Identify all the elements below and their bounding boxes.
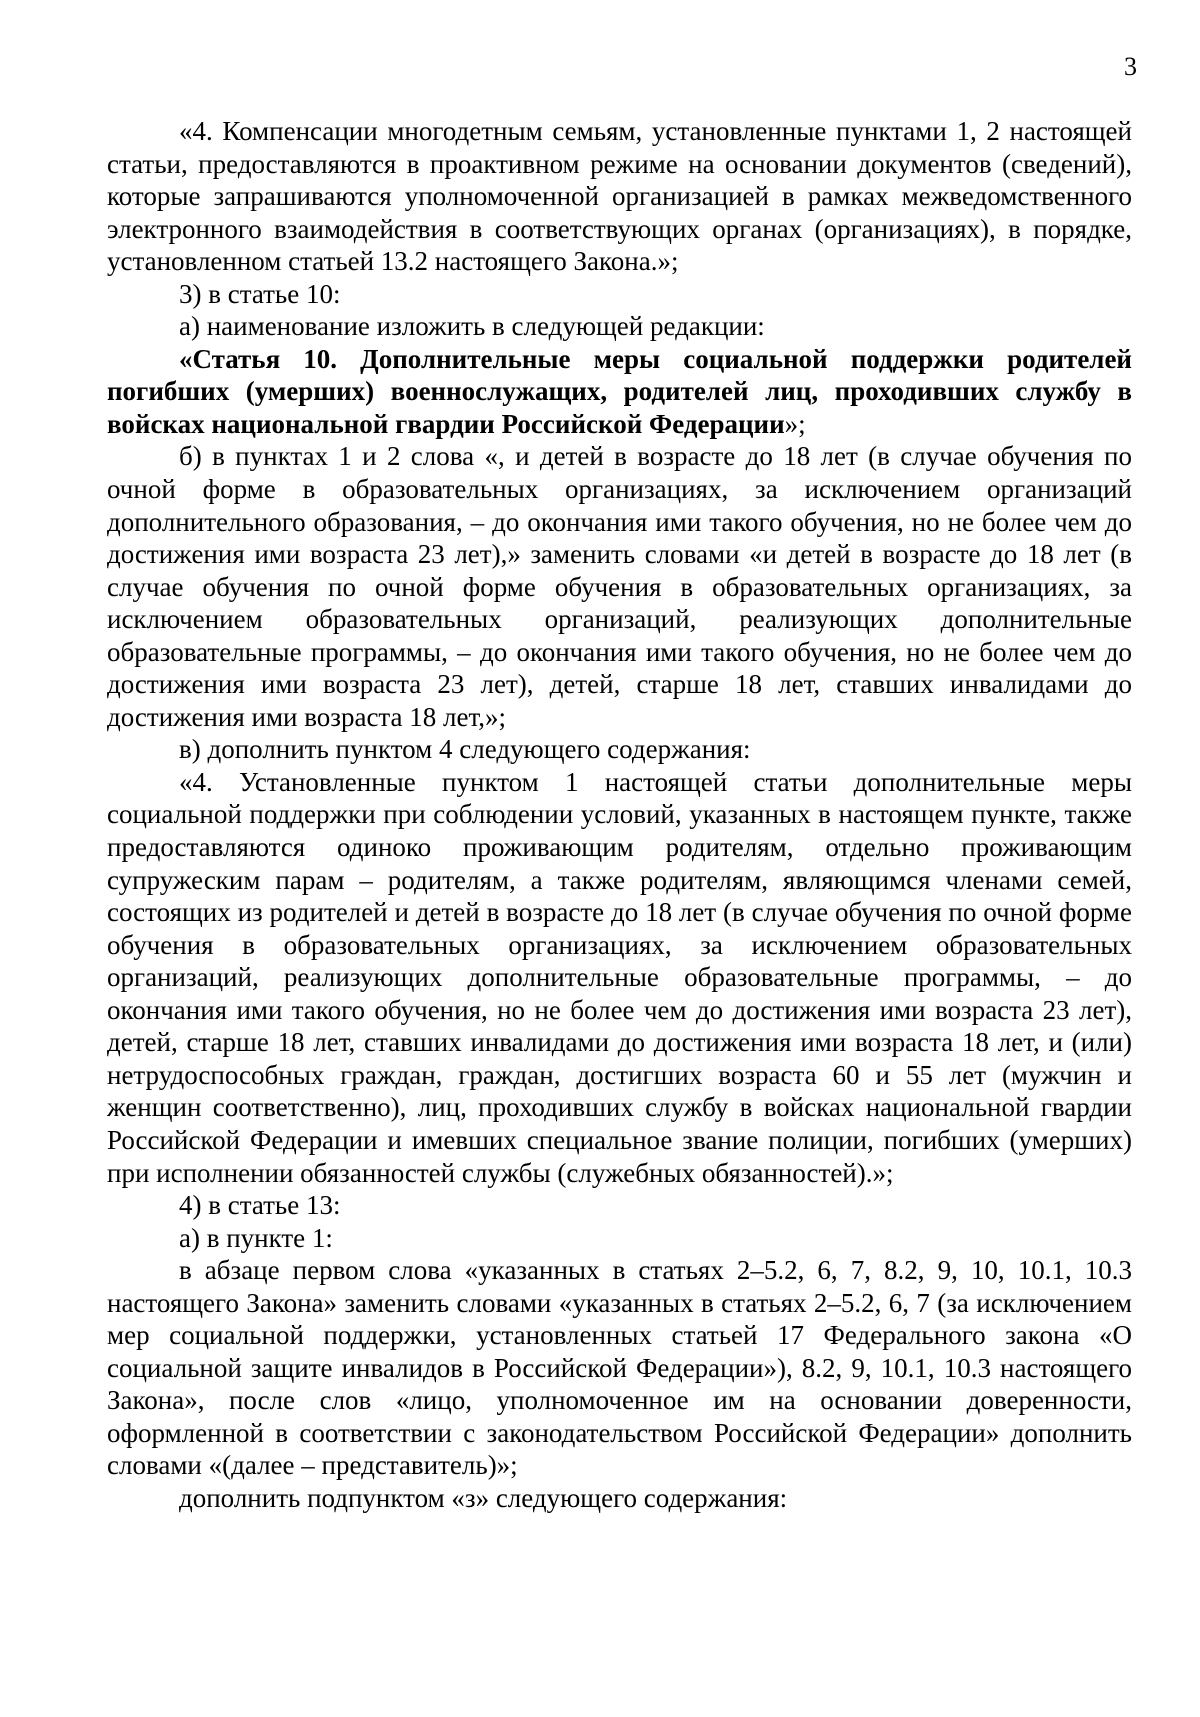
paragraph: а) в пункте 1: [179,1222,333,1253]
article-heading-paragraph [107,343,1132,441]
paragraph: 4) в статье 13: [179,1190,341,1221]
paragraph: а) наименование изложить в следующей редакции: [179,311,765,342]
paragraph: «4. Компенсации многодетным семьям, установленные пунктами 1, 2 настоящей статьи, предоставляются в проактивном режиме на основании документов (сведений), которые запрашиваются уполномоченной организацией в рамках межведомственного электронного взаимодействия в соответствующих органах (организациях), в порядке, установленном статьей 13.2 настоящего Закона.»; [107,116,1132,277]
paragraph: в) дополнить пунктом 4 следующего содержания: [179,734,751,765]
paragraph: в абзаце первом слова «указанных в статьях 2–5.2, 6, 7, 8.2, 9, 10, 10.1, 10.3 настоящего Закона» заменить словами «указанных в статьях 2–5.2, 6, 7 (за исключением мер социальной поддержки, установленных статьей 17 Федерального закона «О социальной защите инвалидов в Российской Федерации»), 8.2, 9, 10.1, 10.3 настоящего Закона», после слов «лицо, уполномоченное им на основании доверенности, оформленной в соответствии с законодательством Российской Федерации» дополнить словами «(далее – представитель)»; [107,1255,1132,1481]
page-number: 3 [1124,52,1137,81]
article-heading-bold: «Статья 10. Дополнительные меры социальной поддержки родителей погибших (умерших) военнослужащих, родителей лиц, проходивших службу в войсках национальной гвардии Российской Федерации [107,343,1132,439]
paragraph: дополнить подпунктом «з» следующего содержания: [179,1482,788,1513]
paragraph: б) в пунктах 1 и 2 слова «, и детей в возрасте до 18 лет (в случае обучения по очной форме в образовательных организациях, за исключением организаций дополнительного образования, – до окончания ими такого обучения, но не более чем до достижения ими возраста 23 лет),» заменить словами «и детей в возрасте до 18 лет (в случае обучения по очной форме обучения в образовательных организациях, за исключением образовательных организаций, реализующих дополнительные образовательные программы, – до окончания ими такого обучения, но не более чем до достижения ими возраста 23 лет), детей, старше 18 лет, ставших инвалидами до достижения ими возраста 18 лет,»; [107,441,1132,732]
document-body [107,115,1132,1515]
paragraph: «4. Установленные пунктом 1 настоящей статьи дополнительные меры социальной поддержки при соблюдении условий, указанных в настоящем пункте, также предоставляются одиноко проживающим родителям, отдельно проживающим супружеским парам – родителям, а также родителям, являющимся членами семей, состоящих из родителей и детей в возрасте до 18 лет (в случае обучения по очной форме обучения в образовательных организациях, за исключением образовательных организаций, реализующих дополнительные образовательные программы, – до окончания ими такого обучения, но не более чем до достижения ими возраста 23 лет), детей, старше 18 лет, ставших инвалидами до достижения ими возраста 18 лет, и (или) нетрудоспособных граждан, граждан, достигших возраста 60 и 55 лет (мужчин и женщин соответственно), лиц, проходивших службу в войсках национальной гвардии Российской Федерации и имевших специальное звание полиции, погибших (умерших) при исполнении обязанностей службы (служебных обязанностей).»; [107,766,1132,1188]
article-heading-tail: »; [784,408,806,439]
paragraph: 3) в статье 10: [179,278,341,309]
